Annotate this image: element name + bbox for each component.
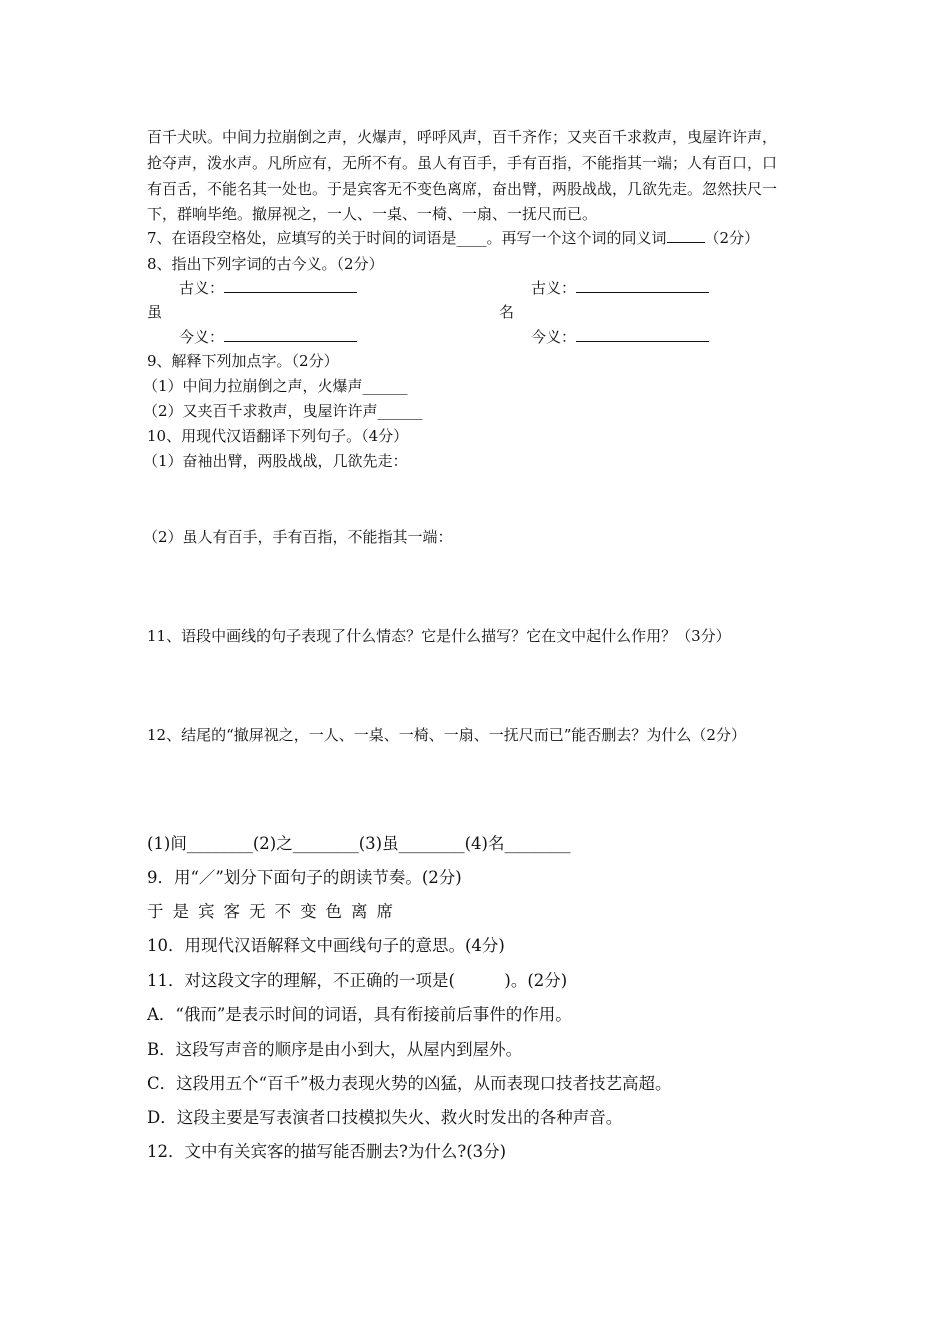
question-9-item-2: （2）又夹百千求救声，曳屋许许声______ xyxy=(143,402,423,420)
jin-yi-field-2 xyxy=(531,327,709,347)
jin-yi-field-1 xyxy=(179,327,357,347)
question-10-item-1: （1）奋袖出臂，两股战战，几欲先走： xyxy=(143,452,408,470)
part2-question-11: 11．对这段文字的理解，不正确的一项是( )。(2分) xyxy=(147,971,568,990)
jin-yi-label: 今义： xyxy=(531,328,577,346)
jin-yi-label: 今义： xyxy=(179,328,225,346)
rhythm-sentence: 于是宾客无不变色离席 xyxy=(147,902,402,921)
word-ming: 名 xyxy=(499,303,515,321)
part2-question-9: 9．用“／”划分下面句子的朗读节奏。(2分) xyxy=(147,868,462,887)
question-9-title: 9、解释下列加点字。（2分） xyxy=(147,352,339,370)
question-7-points: （2分） xyxy=(704,229,760,247)
word-sui: 虽 xyxy=(147,303,163,321)
word-blanks: (1)间________(2)之________(3)虽________(4)名________ xyxy=(147,834,571,853)
question-7 xyxy=(147,228,759,248)
passage-line-3: 有百舌，不能名其一处也。于是宾客无不变色离席，奋出臂，两股战战，几欲先走。忽然扶尺一 xyxy=(147,180,778,198)
question-10-item-2: （2）虽人有百手，手有百指，不能指其一端： xyxy=(143,528,453,546)
gu-yi-label: 古义： xyxy=(531,279,577,297)
option-b: B．这段写声音的顺序是由小到大，从屋内到屋外。 xyxy=(147,1040,523,1059)
question-7-text: 7、在语段空格处，应填写的关于时间的词语是____。再写一个这个词的同义词 xyxy=(147,229,667,247)
passage-line-1: 百千犬吠。中间力拉崩倒之声，火爆声，呼呼风声，百千齐作；又夹百千求救声，曳屋许许声， xyxy=(147,128,778,146)
option-c: C．这段用五个“百千”极力表现火势的凶猛，从而表现口技者技艺高超。 xyxy=(147,1074,672,1093)
question-9-item-1: （1）中间力拉崩倒之声，火爆声______ xyxy=(143,377,408,395)
question-8-title: 8、指出下列字词的古今义。（2分） xyxy=(147,255,384,273)
gu-yi-field-2 xyxy=(531,278,709,298)
part2-question-10: 10．用现代汉语解释文中画线句子的意思。(4分) xyxy=(147,936,505,955)
part2-question-12: 12．文中有关宾客的描写能否删去?为什么?(3分) xyxy=(147,1142,507,1161)
answer-blank[interactable] xyxy=(667,228,705,243)
gu-yi-label: 古义： xyxy=(179,279,225,297)
passage-line-2: 抢夺声，泼水声。凡所应有，无所不有。虽人有百手，手有百指，不能指其一端；人有百口，口 xyxy=(147,154,778,172)
question-11: 11、语段中画线的句子表现了什么情态？它是什么描写？它在文中起什么作用？（3分） xyxy=(147,627,731,645)
answer-blank[interactable] xyxy=(576,327,709,342)
question-10-title: 10、用现代汉语翻译下列句子。（4分） xyxy=(147,427,409,445)
gu-yi-field-1 xyxy=(179,278,357,298)
answer-blank[interactable] xyxy=(576,278,709,293)
option-d: D．这段主要是写表演者口技模拟失火、救火时发出的各种声音。 xyxy=(147,1108,623,1127)
option-a: A．“俄而”是表示时间的词语，具有衔接前后事件的作用。 xyxy=(147,1005,572,1024)
answer-blank[interactable] xyxy=(224,278,357,293)
answer-blank[interactable] xyxy=(224,327,357,342)
question-12: 12、结尾的“撤屏视之，一人、一桌、一椅、一扇、一抚尺而已”能否删去？为什么（2分） xyxy=(147,726,746,744)
passage-line-4: 下，群响毕绝。撤屏视之，一人、一桌、一椅、一扇、一抚尺而已。 xyxy=(147,205,598,223)
